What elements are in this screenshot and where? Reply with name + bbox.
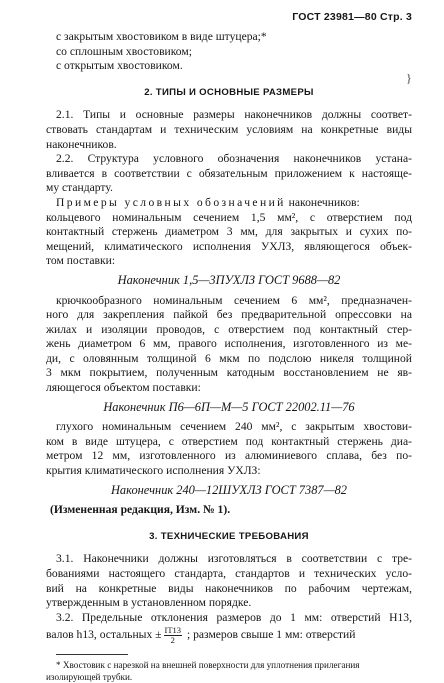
intro-line: со сплошным хвостовиком; — [56, 44, 192, 58]
example-3-text: глухого номинальным сечением 240 мм², с закрытым хвостови- ком в виде штуцера, с отверстием под контактный стержень диа- метром 12 мм, изготовленного из алюминиевого сплава, без по- крытия климатического исполнения УХЛЗ: — [46, 420, 412, 478]
designation-example-3: Наконечник 240—12ШУХЛЗ ГОСТ 7387—82 — [110, 482, 347, 497]
designation-example-1: Наконечник 1,5—3ПУХЛЗ ГОСТ 9688—82 — [117, 272, 341, 287]
example-2-text: крючкообразного номинальным сечением 6 мм², предназначен- ного для закрепления пайкой без предварительной опрессовки на жилах и изоляции проводов, с отверстием под контактный стер- жень диаметром 6 мм, правого исполнения, изготовленного из ме- ди, с оловянным толщиной 6 мкм по подслою никеля толщиной 3 мкм покрытием, полученным катодным восстановлением не яв- ляющегося объектом поставки: — [46, 293, 412, 395]
examples-intro: Примеры условных обозначений наконечников: — [56, 195, 360, 209]
section-2-heading: 2. ТИПЫ И ОСНОВНЫЕ РАЗМЕРЫ — [144, 86, 314, 98]
paragraph-3-2: 3.2. Предельные отклонения размеров до 1 мм: отверстий H13, валов h13, остальных ± $\frac{IT13}{2}$ ; размеров свыше 1 мм: отверстий — [46, 610, 412, 646]
paragraph-2-2: 2.2. Структура условного обозначения наконечников устана- вливается в соответствии с обязательным приложением к настояще- му стандарту. — [46, 152, 412, 195]
intro-list — [46, 30, 412, 74]
tolerance-fraction: $\frac{IT13}{2}$ — [164, 625, 182, 646]
page-header: ГОСТ 23981—80 Стр. 3 — [292, 11, 412, 23]
designation-example-2: Наконечник П6—6П—М—5 ГОСТ 22002.11—76 — [103, 399, 355, 414]
page-content — [46, 30, 412, 683]
paragraph-3-1: 3.1. Наконечники должны изготовляться в соответствии с тре- бованиями настоящего стандарта, стандартов и технических усло- вий на конкретные виды наконечников по рабочим чертежам, утвержденным в установленном порядке. — [46, 552, 412, 610]
paragraph-2-1: 2.1. Типы и основные размеры наконечников должны соответ- ствовать стандартам и техническим условиям на конкретные виды наконечников. — [46, 108, 412, 151]
intro-line: с закрытым хвостовиком в виде штуцера;* — [56, 30, 267, 43]
margin-mark: } — [406, 71, 412, 85]
amendment-note: (Измененная редакция, Изм. № 1). — [50, 503, 231, 517]
footnote-divider — [56, 654, 128, 655]
example-1-text: кольцевого номинальным сечением 1,5 мм², с отверстием под контактный стержень диаметром 3 мм, для закрытых и сухих по- мещений, климатического исполнения УХЛЗ, являющегося объек- том поставки: — [46, 210, 412, 268]
footnote: * Хвостовик с нарезкой на внешней поверхности для уплотнения прилегания изолирующей трубки. — [46, 660, 360, 683]
intro-line: с открытым хвостовиком. — [56, 59, 183, 73]
section-3-heading: 3. ТЕХНИЧЕСКИЕ ТРЕБОВАНИЯ — [149, 530, 309, 542]
